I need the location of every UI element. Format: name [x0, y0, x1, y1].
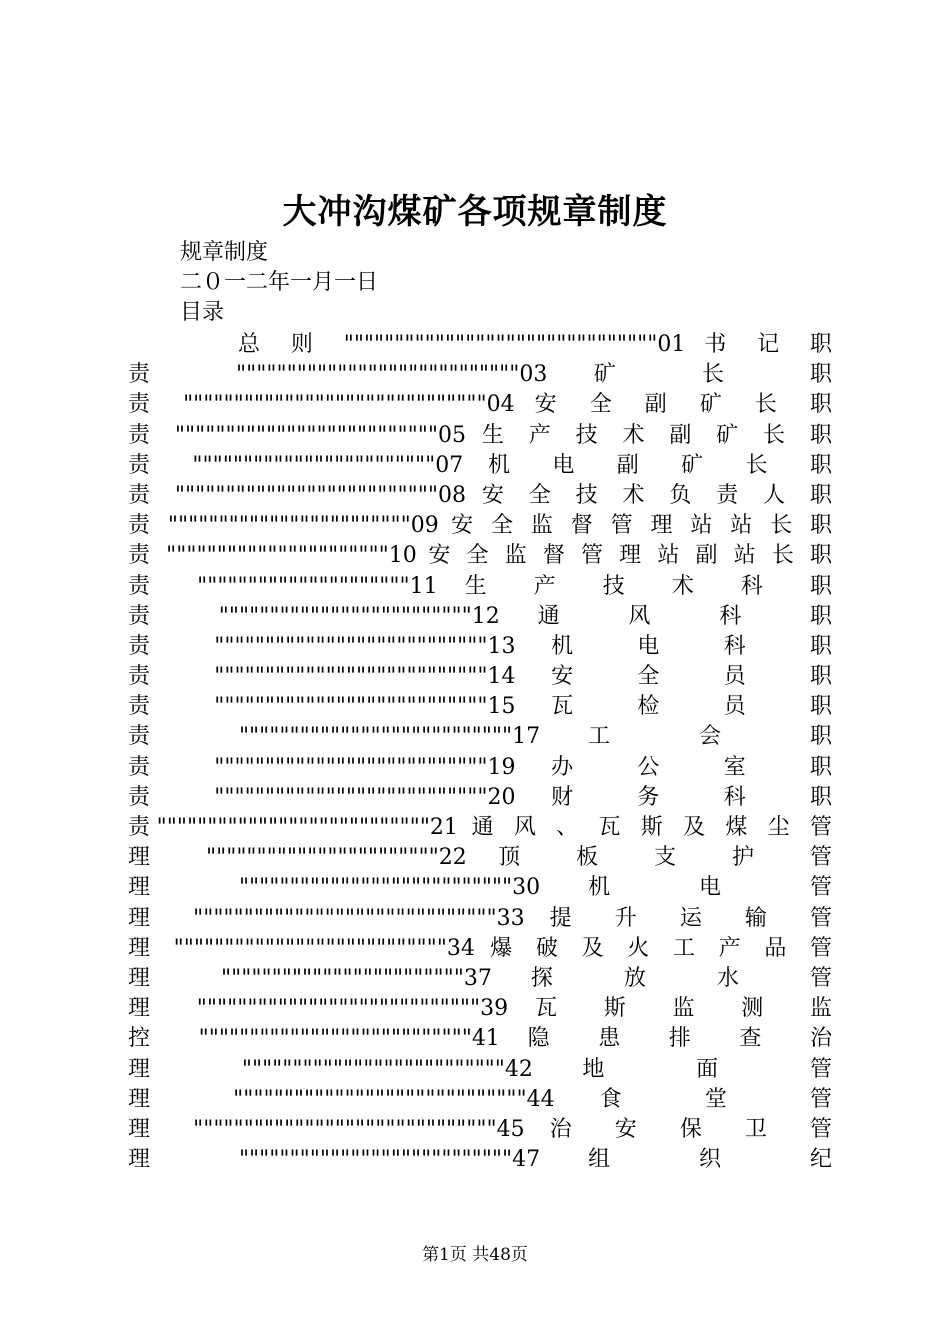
toc-line: 理 """"""""""""""""""""""""37 探 放 水 管 [128, 965, 832, 991]
toc-line: 理 """"""""""""""""""""""""""""""33 提 升 运 输 管 [128, 905, 832, 931]
toc-line: 责 """"""""""""""""""""""""""""""04 安 全 副 矿 长 职 [128, 392, 832, 418]
toc-line: 理 """""""""""""""""""""""""""34 爆 破 及 火 工 产 品 管 [128, 935, 832, 961]
toc-line: 责 """"""""""""""""""""""""09 安 全 监 督 管 理 站 站 长 职 [128, 513, 832, 539]
toc-line: 责 """"""""""""""""""""""""""08 安 全 技 术 负 责 人 职 [128, 482, 832, 508]
toc-line: 责 """""""""""""""""""""""""""19 办 公 室 职 [128, 754, 832, 780]
toc-line: 责 """""""""""""""""""""""""""15 瓦 检 员 职 [128, 694, 832, 720]
toc-line: 责 """""""""""""""""""""""""""14 安 全 员 职 [128, 664, 832, 690]
toc-line: 责 """""""""""""""""""""11 生 产 技 术 科 职 [128, 573, 832, 599]
toc-line: 责"""""""""""""""""""""""""""21 通 风 、 瓦 斯 及 煤 尘 管 [128, 815, 832, 840]
document-date: 二０一二年一月一日 [180, 270, 379, 295]
toc-line: 理 """""""""""""""""""""""""""47 组 织 纪 [128, 1147, 832, 1173]
toc-line: 理 """"""""""""""""""""""""""""39 瓦 斯 监 测 监 [128, 996, 832, 1022]
page-footer: 第1页 共48页 [422, 1245, 528, 1265]
toc-line: 理 """"""""""""""""""""""""""42 地 面 管 [128, 1056, 832, 1082]
toc-line: 理 """"""""""""""""""""""""""""""45 治 安 保 卫 管 [128, 1116, 832, 1142]
toc-line: 责 """""""""""""""""""""""""12 通 风 科 职 [128, 603, 832, 629]
table-of-contents [128, 330, 832, 1175]
toc-line: 控 """""""""""""""""""""""""""41 隐 患 排 查 治 [128, 1026, 832, 1052]
toc-line: 责 """"""""""""""""""""""10 安 全 监 督 管 理 站 副 站 长 职 [128, 543, 832, 569]
toc-line: 理 """""""""""""""""""""""22 顶 板 支 护 管 [128, 845, 832, 871]
toc-line: 责 """""""""""""""""""""""""""13 机 电 科 职 [128, 633, 832, 659]
toc-heading: 目录 [180, 300, 225, 325]
toc-line: 责 """"""""""""""""""""""""""05 生 产 技 术 副 矿 长 职 [128, 422, 832, 448]
toc-line: 理 """""""""""""""""""""""""""""44 食 堂 管 [128, 1086, 832, 1112]
toc-line: 责 """""""""""""""""""""""""""17 工 会 职 [128, 724, 832, 750]
toc-line: 总 则 """""""""""""""""""""""""""""""01 书 记 职 [238, 332, 832, 357]
toc-line: 责 """"""""""""""""""""""""""""03 矿 长 职 [128, 362, 832, 388]
document-subtitle: 规章制度 [180, 240, 269, 265]
document-title: 大冲沟煤矿各项规章制度 [282, 192, 668, 232]
toc-line: 责 """"""""""""""""""""""""07 机 电 副 矿 长 职 [128, 452, 832, 478]
toc-line: 责 """""""""""""""""""""""""""20 财 务 科 职 [128, 784, 832, 810]
toc-line: 理 """""""""""""""""""""""""""30 机 电 管 [128, 875, 832, 901]
